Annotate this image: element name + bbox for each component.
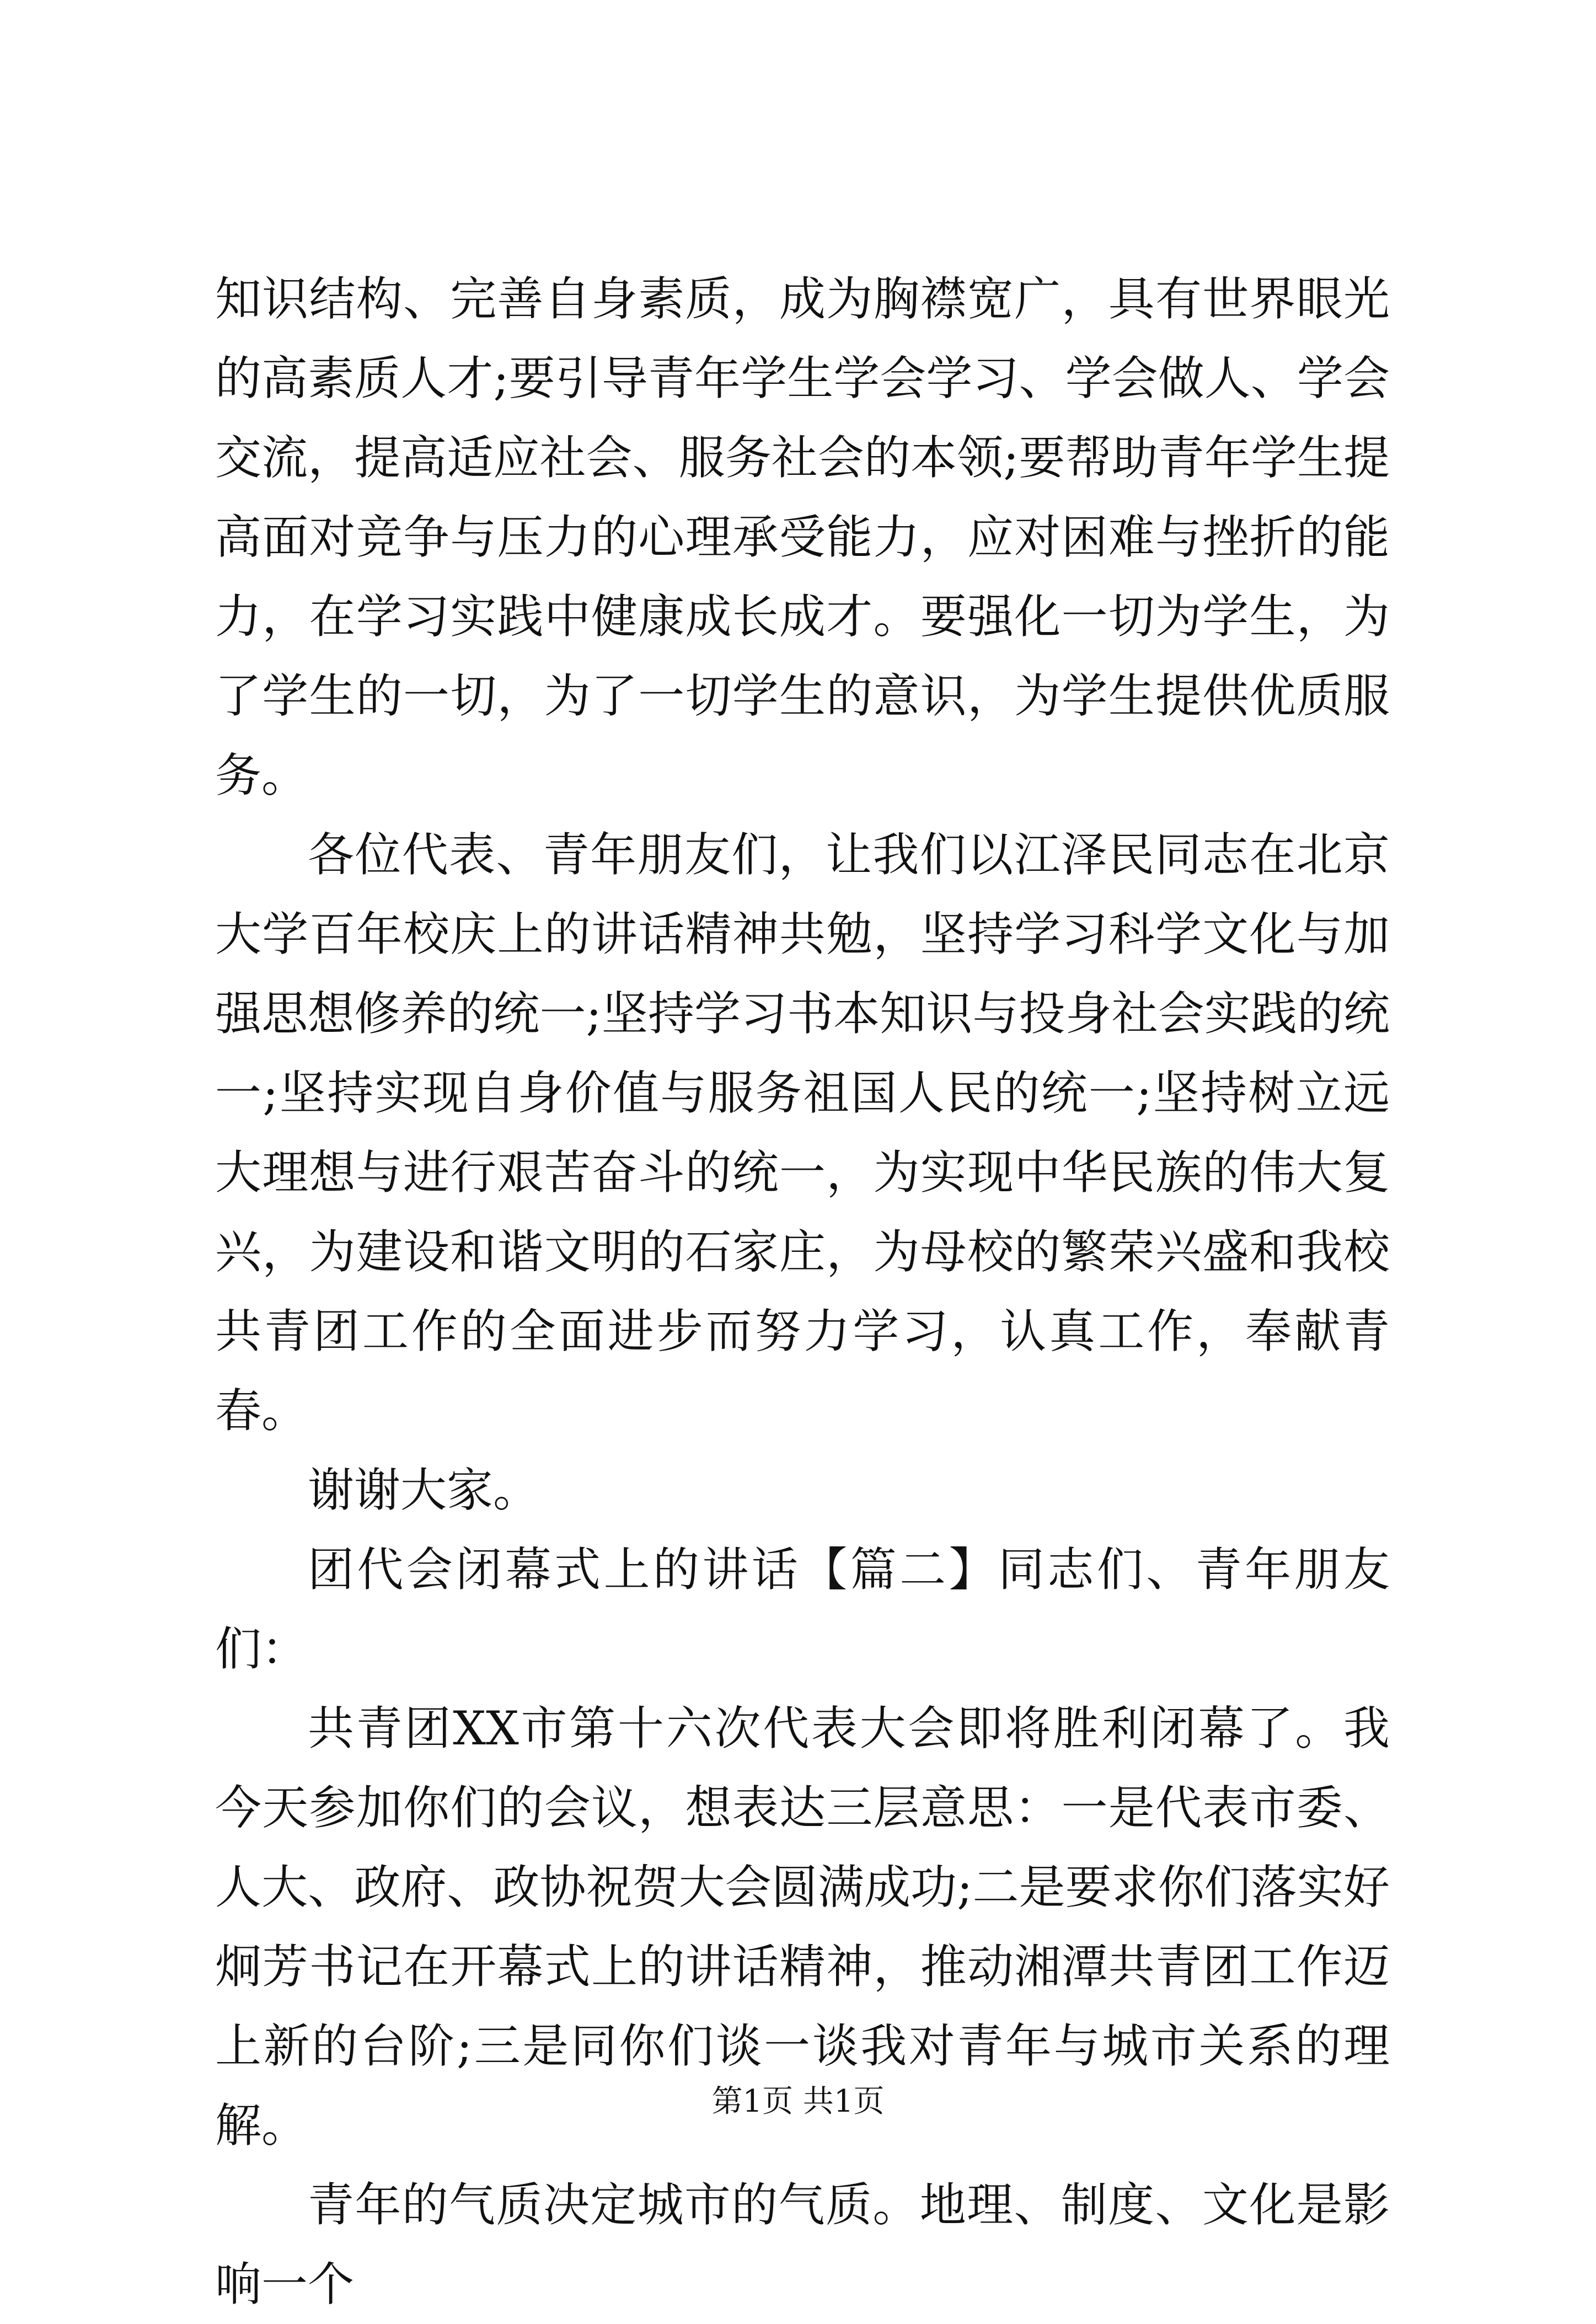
paragraph-4-section-title: 团代会闭幕式上的讲话【篇二】同志们、青年朋友们：	[215, 1543, 1390, 1676]
paragraph-1: 知识结构、完善自身素质，成为胸襟宽广，具有世界眼光的高素质人才;要引导青年学生学会学习、学会做人、学会交流，提高适应社会、服务社会的本领;要帮助青年学生提高面对竞争与压力的心理承受能力，应对困难与挫折的能力，在学习实践中健康成长成才。要强化一切为学生，为了学生的一切，为了一切学生的意识，为学生提供优质服务。	[215, 272, 1390, 802]
paragraph-3: 谢谢大家。	[308, 1463, 540, 1517]
page-footer: 第1页 共1页	[711, 2084, 885, 2119]
document-body	[215, 259, 1390, 2324]
paragraph-5: 共青团XX市第十六次代表大会即将胜利闭幕了。我今天参加你们的会议，想表达三层意思：一是代表市委、人大、政府、政协祝贺大会圆满成功;二是要求你们落实好炯芳书记在开幕式上的讲话精神，推动湘潭共青团工作迈上新的台阶;三是同你们谈一谈我对青年与城市关系的理解。	[215, 1701, 1390, 2152]
paragraph-6: 青年的气质决定城市的气质。地理、制度、文化是影响一个	[215, 2178, 1390, 2311]
paragraph-2: 各位代表、青年朋友们，让我们以江泽民同志在北京大学百年校庆上的讲话精神共勉，坚持学习科学文化与加强思想修养的统一;坚持学习书本知识与投身社会实践的统一;坚持实现自身价值与服务祖国人民的统一;坚持树立远大理想与进行艰苦奋斗的统一，为实现中华民族的伟大复兴，为建设和谐文明的石家庄，为母校的繁荣兴盛和我校共青团工作的全面进步而努力学习，认真工作，奉献青春。	[215, 828, 1390, 1438]
